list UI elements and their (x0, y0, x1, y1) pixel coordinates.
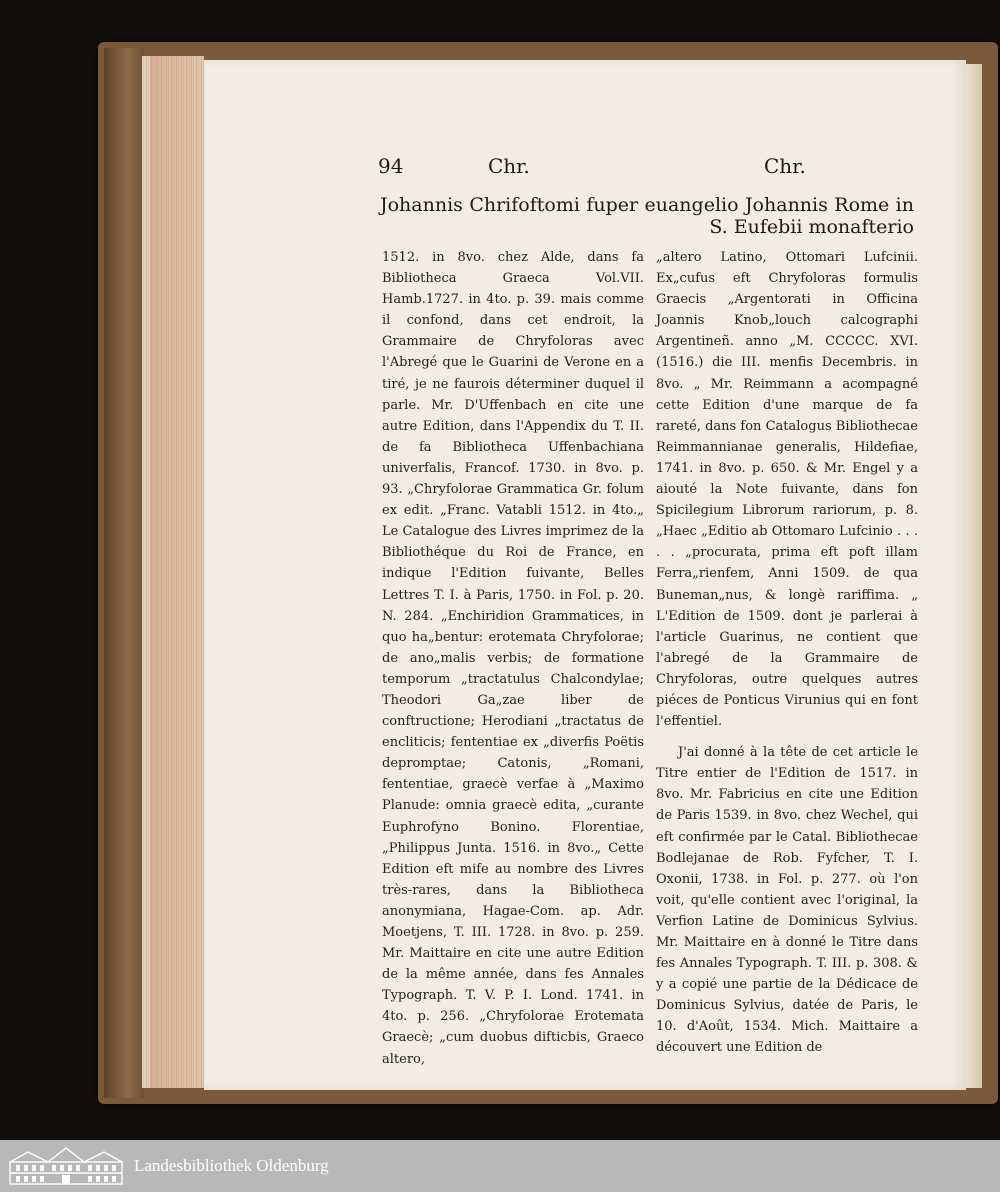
running-head-right: Chr. (764, 154, 806, 178)
footer-bar (0, 1140, 1000, 1192)
book-binding-edge (104, 48, 144, 1098)
facing-page-edge (966, 64, 982, 1088)
entry-title: Johannis Chrifoftomi fuper euangelio Johannis Rome in S. Eufebii monafterio (380, 194, 914, 238)
library-name: Landesbibliothek Oldenburg (134, 1156, 329, 1175)
running-header (376, 152, 916, 186)
right-column (656, 247, 918, 1059)
right-column-paragraph-2: J'ai donné à la tête de cet article le Titre entier de l'Edition de 1517. in 8vo. Mr. Fabricius en cite une Edition de Paris 1539. in 8vo. chez Wechel, qui eft confirmée par le Catal. Bibliothecae Bodlejanae de Rob. Fyfcher, T. I. Oxonii, 1738. in Fol. p. 277. où l'on voit, qu'elle contient avec l'original, la Verfion Latine de Dominicus Sylvius. Mr. Maittaire en à donné le Titre dans fes Annales Typograph. T. III. p. 308. & y a copié une partie de la Dédicace de Dominicus Sylvius, datée de Paris, le 10. d'Août, 1534. Mich. Maittaire a découvert une Edition de (656, 745, 918, 1056)
page-stack-shade (150, 56, 204, 1088)
library-building-logo-icon (8, 1146, 124, 1186)
left-column (382, 247, 644, 1070)
page-number: 94 (378, 154, 404, 178)
running-head-left: Chr. (488, 154, 530, 178)
left-column-paragraph: 1512. in 8vo. chez Alde, dans fa Bibliotheca Graeca Vol.VII. Hamb.1727. in 4to. p. 39. mais comme il confond, dans cet endroit, la Grammaire de Chryfoloras avec l'Abregé que le Guarini de Verone en a tiré, je ne faurois déterminer duquel il parle. Mr. D'Uffenbach en cite une autre Edition, dans l'Appendix du T. II. de fa Bibliotheca Uffenbachiana univerfalis, Francof. 1730. in 8vo. p. 93. „Chryfolorae Grammatica Gr. folum ex edit. „Franc. Vatabli 1512. in 4to.„ Le Catalogue des Livres imprimez de la Bibliothéque du Roi de France, en indique l'Edition fuivante, Belles Lettres T. I. à Paris, 1750. in Fol. p. 20. N. 284. „Enchiridion Grammatices, in quo ha„bentur: erotemata Chryfolorae; de ano„malis verbis; de formatione temporum „tractatulus Chalcondylae; Theodori Ga„zae liber de conftructione; Herodiani „tractatus de encliticis; fententiae ex „diverfis Poëtis depromptae; Catonis, „Romani, fententiae, graecè verfae à „Maximo Planude: omnia graecè edita, „curante Euphrofyno Bonino. Florentiae, „Philippus Junta. 1516. in 8vo.„ Cette Edition eft mife au nombre des Livres très-rares, dans la Bibliotheca anonymiana, Hagae-Com. ap. Adr. Moetjens, T. III. 1728. in 8vo. p. 259. Mr. Maittaire en cite une autre Edition de la même année, dans fes Annales Typograph. T. V. P. I. Lond. 1741. in 4to. p. 256. „Chryfolorae Erotemata Graecè; „cum duobus difticbis, Graeco altero, (382, 250, 644, 1067)
right-column-paragraph-1: „altero Latino, Ottomari Lufcinii. Ex„cufus eft Chryfoloras formulis Graecis „Argentorati in Officina Joannis Knob„louch calcographi Argentineñ. anno „M. CCCCC. XVI. (1516.) die III. menfis Decembris. in 8vo. „ Mr. Reimmann a acompagné cette Edition d'une marque de fa rareté, dans fon Catalogus Bibliothecae Reimmannianae generalis, Hildefiae, 1741. in 8vo. p. 650. & Mr. Engel y a aiouté la Note fuivante, dans fon Spicilegium Librorum rariorum, p. 8. „Haec „Editio ab Ottomaro Lufcinio . . . . . „procurata, prima eft poft illam Ferra„rienfem, Anni 1509. de qua Buneman„nus, & longè rariffima. „ L'Edition de 1509. dont je parlerai à l'article Guarinus, ne contient que l'abregé de la Grammaire de Chryfoloras, outre quelques autres piéces de Ponticus Virunius qui en font l'effentiel. (656, 250, 918, 730)
